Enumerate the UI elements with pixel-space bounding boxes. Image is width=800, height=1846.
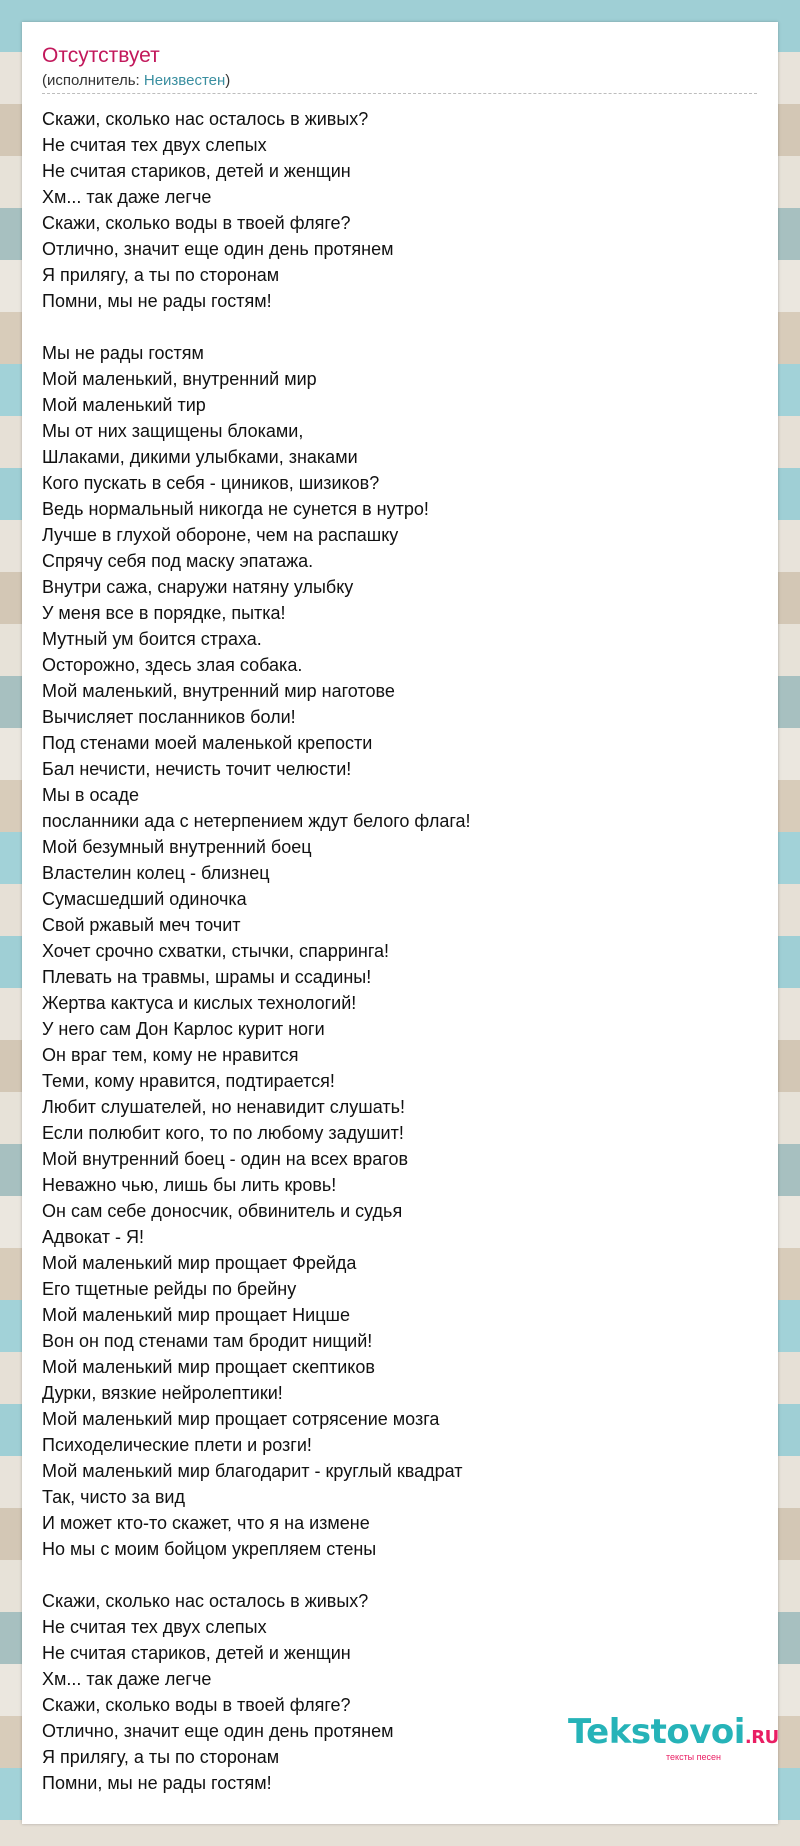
lyric-line: Так, чисто за вид: [42, 1487, 185, 1507]
lyric-line: Мой маленький мир прощает скептиков: [42, 1357, 375, 1377]
lyric-line: Мой маленький, внутренний мир: [42, 369, 317, 389]
lyric-line: Психоделические плети и розги!: [42, 1435, 312, 1455]
lyric-line: Вычисляет посланников боли!: [42, 707, 296, 727]
lyric-line: Спрячу себя под маску эпатажа.: [42, 551, 314, 571]
performer-link[interactable]: Неизвестен: [143, 72, 226, 89]
lyrics-text: [42, 106, 762, 1796]
title-divider: [42, 93, 757, 94]
lyric-line: Сумасшедший одиночка: [42, 889, 247, 909]
logo-tagline: тексты песен: [666, 1752, 722, 1762]
lyric-line: Мы от них защищены блоками,: [42, 421, 304, 441]
lyric-line: Я прилягу, а ты по сторонам: [42, 265, 280, 285]
lyric-line: Хм... так даже легче: [42, 187, 212, 207]
lyric-line: Мой маленький мир прощает Фрейда: [42, 1253, 357, 1273]
logo-wordmark: [568, 1712, 779, 1752]
lyric-line: Лучше в глухой обороне, чем на распашку: [42, 525, 399, 545]
lyric-line: Кого пускать в себя - циников, шизиков?: [42, 473, 380, 493]
logo-tld: .RU: [744, 1727, 779, 1748]
lyrics-card: [22, 22, 778, 1824]
lyric-line: Адвокат - Я!: [42, 1227, 145, 1247]
lyric-line: Властелин колец - близнец: [42, 863, 270, 883]
lyric-line: Мой маленький тир: [42, 395, 206, 415]
stanza-gap: [42, 1562, 762, 1588]
lyric-line: Осторожно, здесь злая собака.: [42, 655, 303, 675]
lyric-line: Бал нечисти, нечисть точит челюсти!: [42, 759, 352, 779]
lyric-line: Он враг тем, кому не нравится: [42, 1045, 299, 1065]
lyric-line: Отлично, значит еще один день протянем: [42, 1721, 394, 1741]
lyric-line: Вон он под стенами там бродит нищий!: [42, 1331, 373, 1351]
lyric-line: Жертва кактуса и кислых технологий!: [42, 993, 357, 1013]
lyric-line: Скажи, сколько воды в твоей фляге?: [42, 1695, 351, 1715]
performer-prefix: (исполнитель:: [42, 72, 144, 89]
lyric-line: Неважно чью, лишь бы лить кровь!: [42, 1175, 337, 1195]
lyric-line: Мой маленький, внутренний мир наготове: [42, 681, 395, 701]
lyric-line: Он сам себе доносчик, обвинитель и судья: [42, 1201, 403, 1221]
lyric-line: Скажи, сколько воды в твоей фляге?: [42, 213, 351, 233]
lyric-line: Помни, мы не рады гостям!: [42, 291, 272, 311]
lyric-line: Ведь нормальный никогда не сунется в нутро!: [42, 499, 429, 519]
lyric-line: У меня все в порядке, пытка!: [42, 603, 286, 623]
lyric-line: Теми, кому нравится, подтирается!: [42, 1071, 335, 1091]
lyric-line: Помни, мы не рады гостям!: [42, 1773, 272, 1793]
lyric-line: Мой внутренний боец - один на всех врагов: [42, 1149, 409, 1169]
performer-line: [42, 72, 230, 89]
lyric-line: Его тщетные рейды по брейну: [42, 1279, 297, 1299]
lyric-line: Под стенами моей маленькой крепости: [42, 733, 373, 753]
lyric-line: Мы не рады гостям: [42, 343, 204, 363]
lyric-line: Если полюбит кого, то по любому задушит!: [42, 1123, 404, 1143]
lyric-line: Не считая тех двух слепых: [42, 135, 267, 155]
site-logo[interactable]: [568, 1712, 779, 1762]
lyric-line: Скажи, сколько нас осталось в живых?: [42, 1591, 369, 1611]
lyric-line: У него сам Дон Карлос курит ноги: [42, 1019, 325, 1039]
lyric-line: Но мы с моим бойцом укрепляем стены: [42, 1539, 377, 1559]
lyric-line: Не считая тех двух слепых: [42, 1617, 267, 1637]
lyric-line: посланники ада с нетерпением ждут белого флага!: [42, 811, 471, 831]
lyric-line: Мы в осаде: [42, 785, 140, 805]
lyric-line: Внутри сажа, снаружи натяну улыбку: [42, 577, 354, 597]
lyric-line: Плевать на травмы, шрамы и ссадины!: [42, 967, 372, 987]
lyric-line: Скажи, сколько нас осталось в живых?: [42, 109, 369, 129]
lyric-line: Мой безумный внутренний боец: [42, 837, 312, 857]
lyric-line: Мой маленький мир прощает Ницше: [42, 1305, 350, 1325]
lyric-line: Мой маленький мир прощает сотрясение мозга: [42, 1409, 440, 1429]
logo-main-text: Tekstovoi: [568, 1712, 745, 1752]
lyric-line: Шлаками, дикими улыбками, знаками: [42, 447, 358, 467]
lyric-line: Отлично, значит еще один день протянем: [42, 239, 394, 259]
lyric-line: Не считая стариков, детей и женщин: [42, 161, 351, 181]
stanza-gap: [42, 314, 762, 340]
lyric-line: Хм... так даже легче: [42, 1669, 212, 1689]
lyric-line: Дурки, вязкие нейролептики!: [42, 1383, 283, 1403]
lyric-line: Мутный ум боится страха.: [42, 629, 262, 649]
lyric-line: Я прилягу, а ты по сторонам: [42, 1747, 280, 1767]
lyric-line: И может кто-то скажет, что я на измене: [42, 1513, 370, 1533]
lyric-line: Любит слушателей, но ненавидит слушать!: [42, 1097, 405, 1117]
lyric-line: Свой ржавый меч точит: [42, 915, 241, 935]
lyric-line: Мой маленький мир благодарит - круглый квадрат: [42, 1461, 463, 1481]
song-title: Отсутствует: [42, 44, 160, 67]
performer-suffix: ): [225, 72, 231, 89]
lyric-line: Хочет срочно схватки, стычки, спарринга!: [42, 941, 390, 961]
lyric-line: Не считая стариков, детей и женщин: [42, 1643, 351, 1663]
